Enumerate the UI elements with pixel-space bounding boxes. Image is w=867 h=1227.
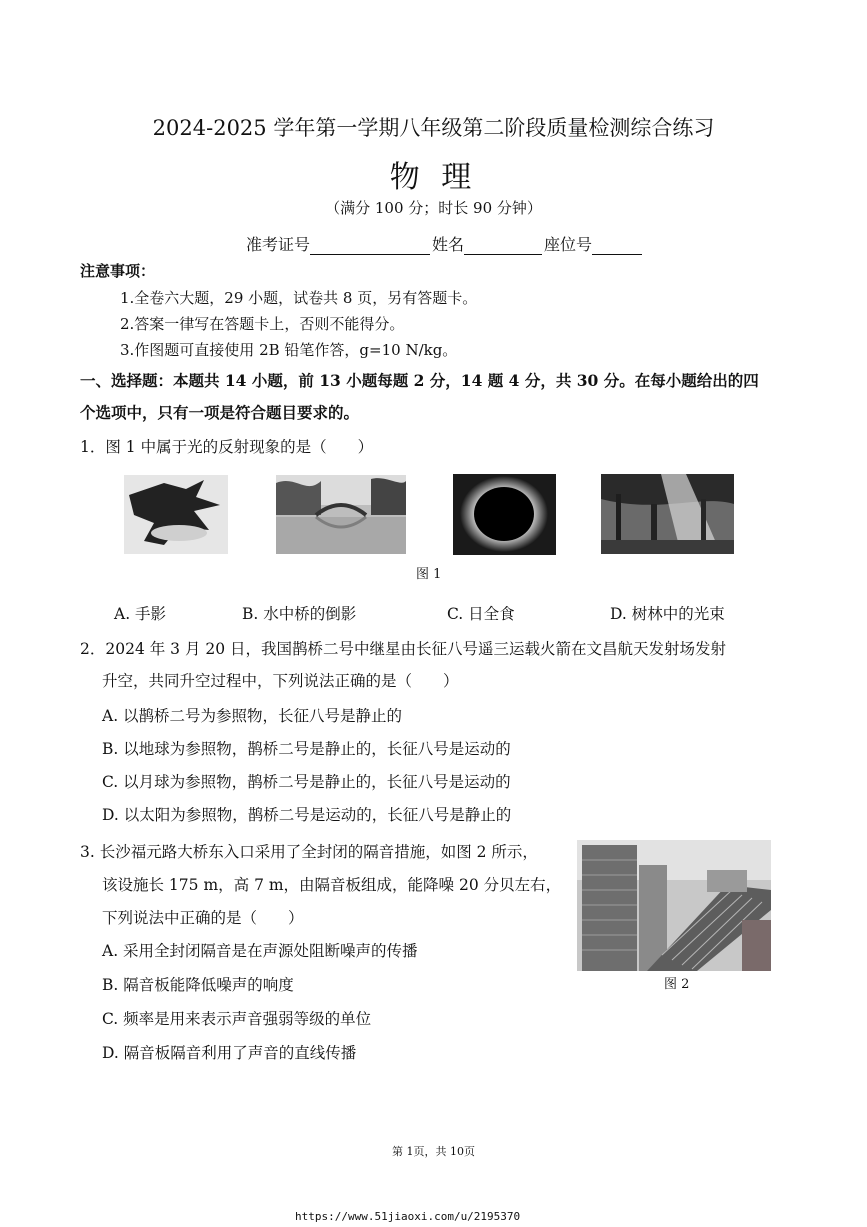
source-url[interactable]: https://www.51jiaoxi.com/u/2195370 [295, 1210, 521, 1223]
notice-item-1: 1.全卷六大题，29 小题，试卷共 8 页，另有答题卡。 [120, 289, 478, 307]
figure-2-caption: 图 2 [664, 977, 690, 992]
question-3-stem-line1: 3. 长沙福元路大桥东入口采用了全封闭的隔音措施，如图 2 所示， [80, 843, 538, 861]
question-2-option-d: D. 以太阳为参照物，鹊桥二号是运动的，长征八号是静止的 [102, 806, 512, 824]
name-field [464, 236, 542, 255]
notice-heading: 注意事项： [80, 262, 156, 280]
question-2-option-b: B. 以地球为参照物，鹊桥二号是静止的，长征八号是运动的 [102, 740, 511, 758]
score-time-info: （满分 100 分；时长 90 分钟） [325, 199, 542, 217]
notice-item-3: 3.作图题可直接使用 2B 铅笔作答，g=10 N/kg。 [120, 341, 458, 359]
subject-title: 物 理 [389, 160, 478, 195]
question-3-option-b: B. 隔音板能降低噪声的响度 [102, 976, 294, 994]
bridge-reflection-image [276, 475, 406, 554]
exam-number-field [310, 236, 430, 255]
question-2-stem-line2: 升空，共同升空过程中，下列说法正确的是（ ） [102, 672, 459, 690]
question-3-option-c: C. 频率是用来表示声音强弱等级的单位 [102, 1010, 372, 1028]
forest-light-beam-image [601, 474, 734, 554]
question-3-stem-line3: 下列说法中正确的是（ ） [102, 909, 304, 927]
section-heading-line2: 个选项中，只有一项是符合题目要求的。 [80, 403, 360, 422]
notice-item-2: 2.答案一律写在答题卡上，否则不能得分。 [120, 315, 405, 333]
question-1-option-a: A. 手影 [114, 605, 167, 623]
question-3-option-d: D. 隔音板隔音利用了声音的直线传播 [102, 1044, 357, 1062]
question-2-stem-line1: 2．2024 年 3 月 20 日，我国鹊桥二号中继星由长征八号遥三运载火箭在文昌航天发射场发射 [80, 640, 727, 658]
figure-1-caption: 图 1 [416, 567, 442, 582]
section-heading-line1: 一、选择题：本题共 14 小题，前 13 小题每题 2 分，14 题 4 分，共 30 分。在每小题给出的四 [80, 371, 759, 390]
solar-eclipse-image [453, 474, 556, 555]
page-number: 第 1页，共 10页 [392, 1145, 475, 1158]
candidate-info-line [246, 232, 644, 255]
question-1-option-d: D. 树林中的光束 [610, 605, 725, 623]
hand-shadow-image [124, 475, 228, 554]
question-3-option-a: A. 采用全封闭隔音是在声源处阻断噪声的传播 [102, 942, 418, 960]
paper-title: 2024-2025 学年第一学期八年级第二阶段质量检测综合练习 [152, 116, 715, 140]
seat-field [592, 236, 642, 255]
question-1-option-c: C. 日全食 [447, 605, 515, 623]
question-2-option-a: A. 以鹊桥二号为参照物，长征八号是静止的 [102, 707, 403, 725]
question-1-stem: 1．图 1 中属于光的反射现象的是（ ） [80, 438, 374, 456]
question-3-stem-line2: 该设施长 175 m，高 7 m，由隔音板组成，能降噪 20 分贝左右， [102, 876, 562, 894]
question-1-option-b: B. 水中桥的倒影 [242, 605, 357, 623]
exam-number-label: 准考证号 [246, 235, 311, 254]
question-2-option-c: C. 以月球为参照物，鹊桥二号是静止的，长征八号是运动的 [102, 773, 511, 791]
seat-label: 座位号 [544, 235, 593, 254]
noise-barrier-photo [577, 840, 771, 971]
name-label: 姓名 [432, 235, 465, 254]
